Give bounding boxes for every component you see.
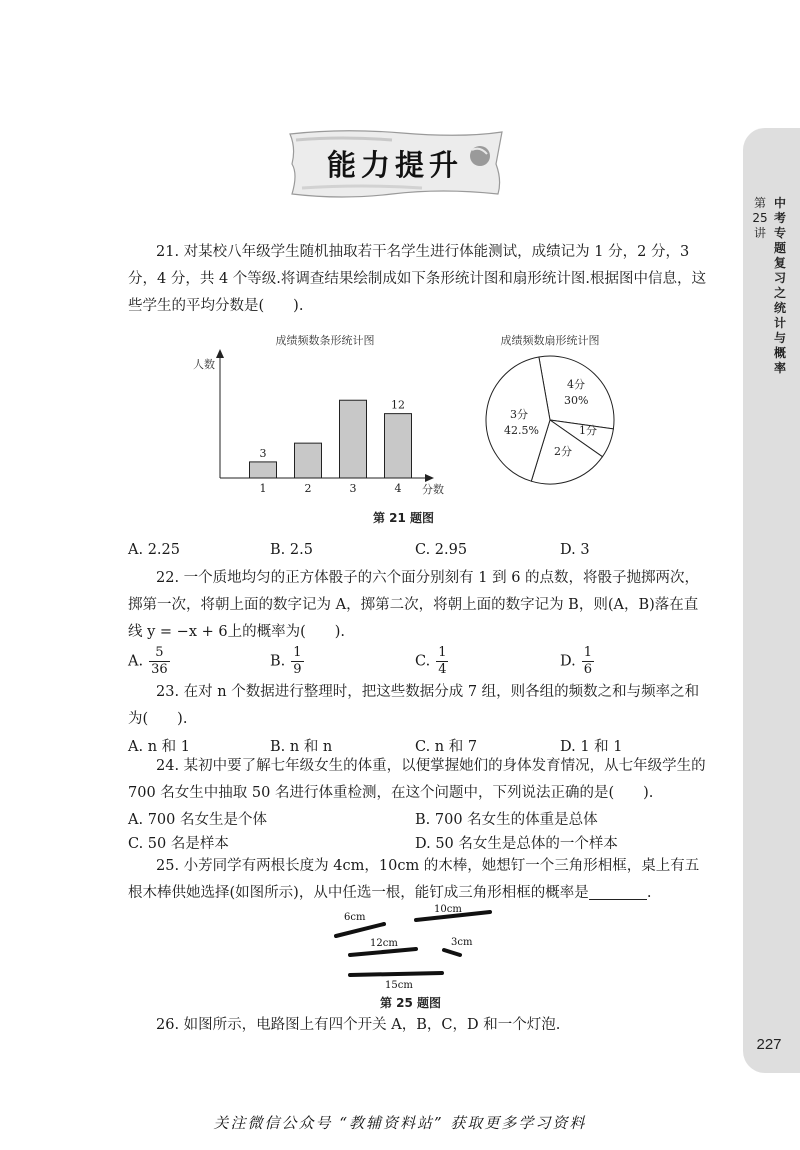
bar-1: [250, 462, 277, 478]
side-topic-label: 中考专题复习之统计与概率: [773, 196, 786, 375]
q23-option-d: D. 1 和 1: [560, 739, 623, 755]
bar-chart-title: 成绩频数条形统计图: [275, 334, 375, 347]
q22-option-label: D.: [560, 653, 576, 670]
y-axis-arrow-icon: [216, 349, 224, 358]
q25-figure-caption: 第 25 题图: [380, 996, 442, 1010]
q22-option-label: B.: [270, 653, 286, 670]
fraction: [582, 645, 594, 678]
banner-title: 能力提升: [326, 148, 463, 182]
stick-3cm: [444, 950, 460, 955]
q21-option-b: B. 2.5: [270, 542, 313, 558]
stick-label-6cm: 6cm: [344, 912, 366, 923]
q24-option-a: A. 700 名女生是个体: [128, 812, 267, 828]
pie-chart-title: 成绩频数扇形统计图: [500, 334, 600, 347]
q24-option-b: B. 700 名女生的体重是总体: [415, 812, 598, 828]
fraction-denominator: 4: [438, 662, 447, 677]
fraction: [436, 645, 448, 678]
fraction-denominator: 6: [583, 662, 592, 677]
q24-option-c: C. 50 名是样本: [128, 836, 229, 852]
q21-option-d: D. 3: [560, 542, 590, 558]
q21-option-a: A. 2.25: [128, 542, 180, 558]
q26-stem: 26. 如图所示，电路图上有四个开关 A，B，C，D 和一个灯泡.: [156, 1017, 561, 1033]
stick-6cm: [336, 924, 384, 936]
page-number: 227: [756, 1036, 782, 1053]
q21-stem: 21. 对某校八年级学生随机抽取若干名学生进行体能测试，成绩记为 1 分，2 分，3 分，4 分，共 4 个等级.将调查结果绘制成如下条形统计图和扇形统计图.根据图中信息，这些学生的平均分数是( ).: [128, 244, 706, 314]
q22-stem: 22. 一个质地均匀的正方体骰子的六个面分别刻有 1 到 6 的点数，将骰子抛掷两次，掷第一次，将朝上面的数字记为 A，掷第二次，将朝上面的数字记为 B，则(A，B)落在直线 y = −x + 6上的概率为( ).: [128, 570, 700, 640]
pie-label-1: 1分: [579, 424, 597, 437]
x-tick-label: 4: [394, 482, 402, 495]
q22-option-a: [128, 645, 170, 678]
q25-stem-end: .: [646, 885, 652, 901]
x-tick-label: 2: [304, 482, 312, 495]
x-tick-label: 3: [349, 482, 357, 495]
stick-label-12cm: 12cm: [370, 938, 398, 949]
q23-option-a: A. n 和 1: [128, 739, 190, 755]
q22-option-d: [560, 645, 594, 678]
pie-percent-3: 42.5%: [504, 424, 539, 437]
fraction-numerator: 1: [583, 645, 592, 660]
stick-label-3cm: 3cm: [451, 937, 473, 948]
footer-note: 关注微信公众号 “教辅资料站” 获取更多学习资料: [213, 1114, 587, 1132]
pie-label-2: 2分: [554, 445, 572, 458]
fraction-numerator: 1: [293, 645, 302, 660]
stick-label-10cm: 10cm: [434, 904, 462, 915]
q22-option-label: C.: [415, 653, 431, 670]
bar-chart-ylabel: 人数: [193, 358, 215, 371]
bar-data-label: 3: [259, 446, 267, 460]
bar-data-label: 12: [391, 398, 405, 412]
pie-label-3: 3分: [510, 408, 528, 421]
x-tick-label: 1: [259, 482, 267, 495]
x-axis-arrow-icon: [425, 474, 434, 482]
side-lecture-char: 第: [753, 196, 766, 210]
pie-slice-4分: [539, 356, 614, 429]
q24-option-d: D. 50 名女生是总体的一个样本: [415, 836, 618, 852]
q23-option-c: C. n 和 7: [415, 739, 478, 755]
q24-stem: 24. 某初中要了解七年级女生的体重，以便掌握她们的身体发育情况，从七年级学生的 700 名女生中抽取 50 名进行体重检测，在这个问题中，下列说法正确的是( ).: [128, 758, 706, 801]
q22-option-label: A.: [128, 653, 144, 670]
q25-stem-text: 25. 小芳同学有两根长度为 4cm，10cm 的木棒，她想钉一个三角形相框，桌上有五根木棒供她选择(如图所示)，从中任选一根，能钉成三角形相框的概率是: [128, 858, 700, 901]
q23-option-b: B. n 和 n: [270, 739, 333, 755]
bar-2: [295, 443, 322, 478]
pie-chart: [478, 325, 638, 500]
bar-4: [385, 414, 412, 478]
fraction: [149, 645, 170, 678]
side-lecture-number: 25: [752, 211, 768, 225]
q23-stem: 23. 在对 n 个数据进行整理时，把这些数据分成 7 组，则各组的频数之和与频率之和为( ).: [128, 684, 700, 727]
q22-option-c: [415, 645, 448, 678]
fraction-numerator: 5: [149, 645, 170, 662]
pie-percent-4: 30%: [564, 394, 589, 407]
fraction-denominator: 36: [151, 662, 168, 677]
sticks-figure: [330, 898, 500, 993]
fraction-denominator: 9: [293, 662, 302, 677]
stick-label-15cm: 15cm: [385, 980, 413, 991]
bar-chart-xlabel: 分数: [422, 483, 444, 496]
bar-chart: [180, 325, 450, 500]
pie-label-4: 4分: [567, 378, 585, 391]
fraction-numerator: 1: [438, 645, 447, 660]
fraction: [291, 645, 303, 678]
q21-option-c: C. 2.95: [415, 542, 468, 558]
stick-12cm: [350, 949, 416, 955]
side-lecture-char: 讲: [753, 226, 766, 240]
bar-3: [340, 400, 367, 478]
answer-blank: [589, 883, 647, 900]
stick-15cm: [350, 973, 442, 975]
q21-figure-caption: 第 21 题图: [373, 511, 435, 525]
q22-option-b: [270, 645, 304, 678]
side-lecture-label: [750, 196, 770, 241]
